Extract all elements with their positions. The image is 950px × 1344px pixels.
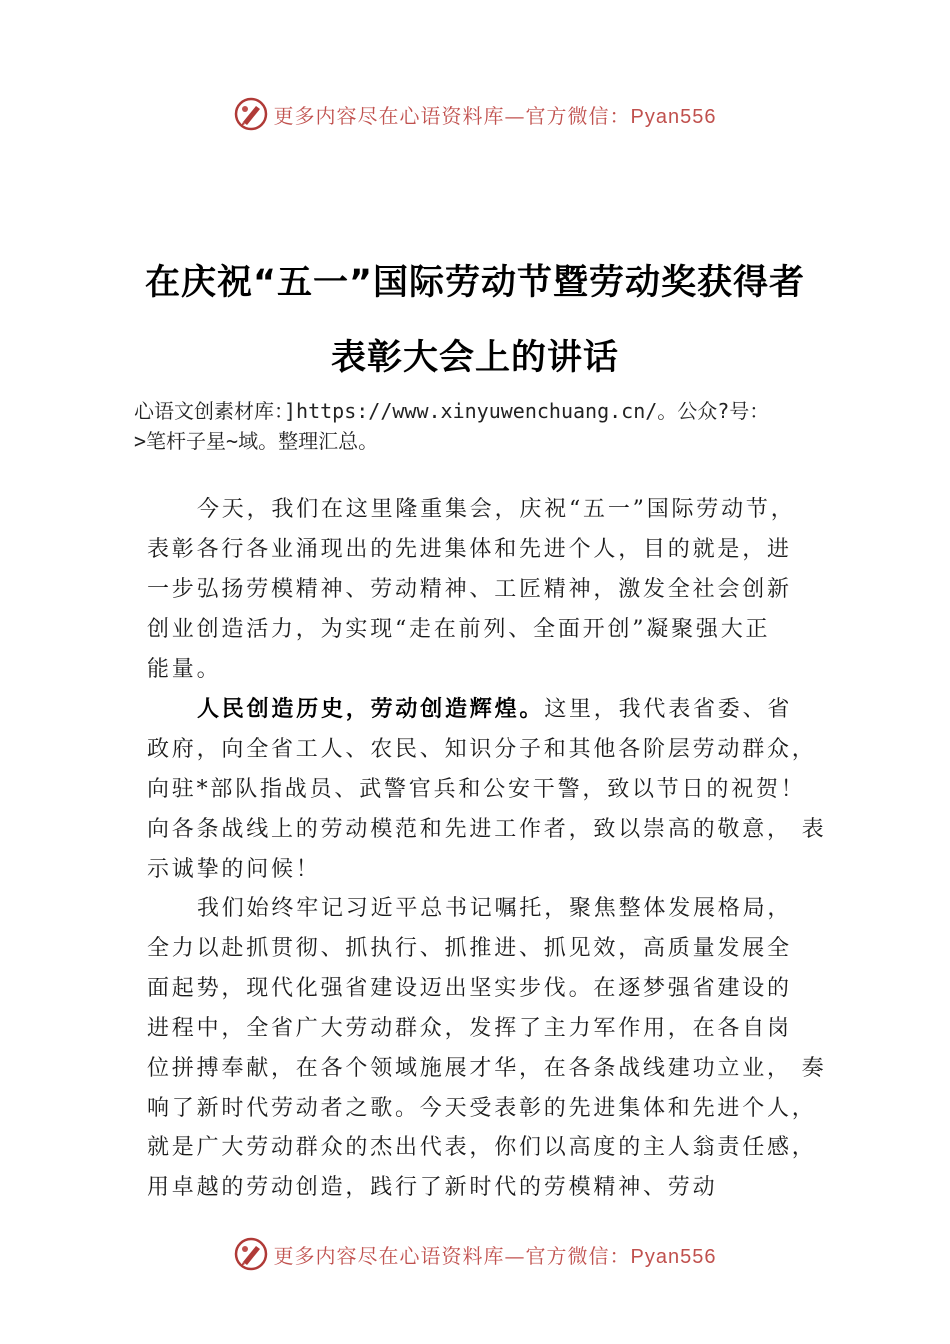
banner-text [274,100,717,129]
paragraph-3-line: 就是广大劳动群众的杰出代表，你们以高度的主人翁责任感， [147,1135,817,1160]
paragraph-1-line: 今天，我们在这里隆重集会，庆祝“五一”国际劳动节， [197,497,796,522]
paragraph-3-line: 用卓越的劳动创造，践行了新时代的劳模精神、劳动 [147,1175,718,1200]
document-title-line-2: 表彰大会上的讲话 [330,338,619,378]
paragraph-2-line: 政府，向全省工人、农民、知识分子和其他各阶层劳动群众， [147,737,817,762]
source-note-line-1: 心语文创素材库：]https://www.xinyuwenchuang.cn/。公众?号： [134,399,770,423]
banner-site: 更多内容尽在心语资料库 [273,1243,505,1268]
banner-wechat-label: 官方微信： [525,103,631,128]
paragraph-2-line: 向驻*部队指战员、武警官兵和公安干警，致以节日的祝贺！ [147,777,806,802]
paragraph-1-line: 能量。 [147,657,222,682]
paragraph-2-first-line [197,692,792,723]
paragraph-3-line: 我们始终牢记习近平总书记嘱托，聚焦整体发展格局， [197,896,793,921]
paragraph-3-line: 位拼搏奉献，在各个领域施展才华，在各条战线建功立业， 奏 [147,1056,827,1081]
paragraph-2-bold-lead: 人民创造历史，劳动创造辉煌。 [197,697,545,722]
banner-separator: — [504,103,526,128]
pen-logo-icon [234,1237,268,1271]
paragraph-2-line: 这里，我代表省委、省 [544,697,793,722]
paragraph-1-line: 一步弘扬劳模精神、劳动精神、工匠精神，激发全社会创新 [147,577,792,602]
header-banner [0,92,950,136]
paragraph-2-line: 示诚挚的问候！ [147,857,321,882]
paragraph-1-line: 表彰各行各业涌现出的先进集体和先进个人，目的就是，进 [147,537,792,562]
banner-wechat-id: Pyan556 [630,105,717,128]
source-note-line-2: >笔杆子星~域。整理汇总。 [134,429,379,453]
paragraph-3-line: 进程中，全省广大劳动群众，发挥了主力军作用，在各自岗 [147,1016,792,1041]
banner-site: 更多内容尽在心语资料库 [273,103,505,128]
source-note [134,396,894,456]
paragraph-3-line: 面起势，现代化强省建设迈出坚实步伐。在逐梦强省建设的 [147,976,792,1001]
banner-text [274,1240,717,1269]
paragraph-3-line: 全力以赴抓贯彻、抓执行、抓推进、抓见效，高质量发展全 [147,936,792,961]
paragraph-1-line: 创业创造活力，为实现“走在前列、全面开创”凝聚强大正 [147,617,771,642]
banner-wechat-id: Pyan556 [630,1245,717,1268]
pen-logo-icon [234,97,268,131]
document-title-line-1: 在庆祝“五一”国际劳动节暨劳动奖获得者 [144,263,805,303]
paragraph-3-line: 响了新时代劳动者之歌。今天受表彰的先进集体和先进个人， [147,1096,817,1121]
paragraph-2-line: 向各条战线上的劳动模范和先进工作者，致以崇高的敬意， 表 [147,817,827,842]
banner-wechat-label: 官方微信： [525,1243,631,1268]
footer-banner [0,1232,950,1276]
banner-separator: — [504,1243,526,1268]
